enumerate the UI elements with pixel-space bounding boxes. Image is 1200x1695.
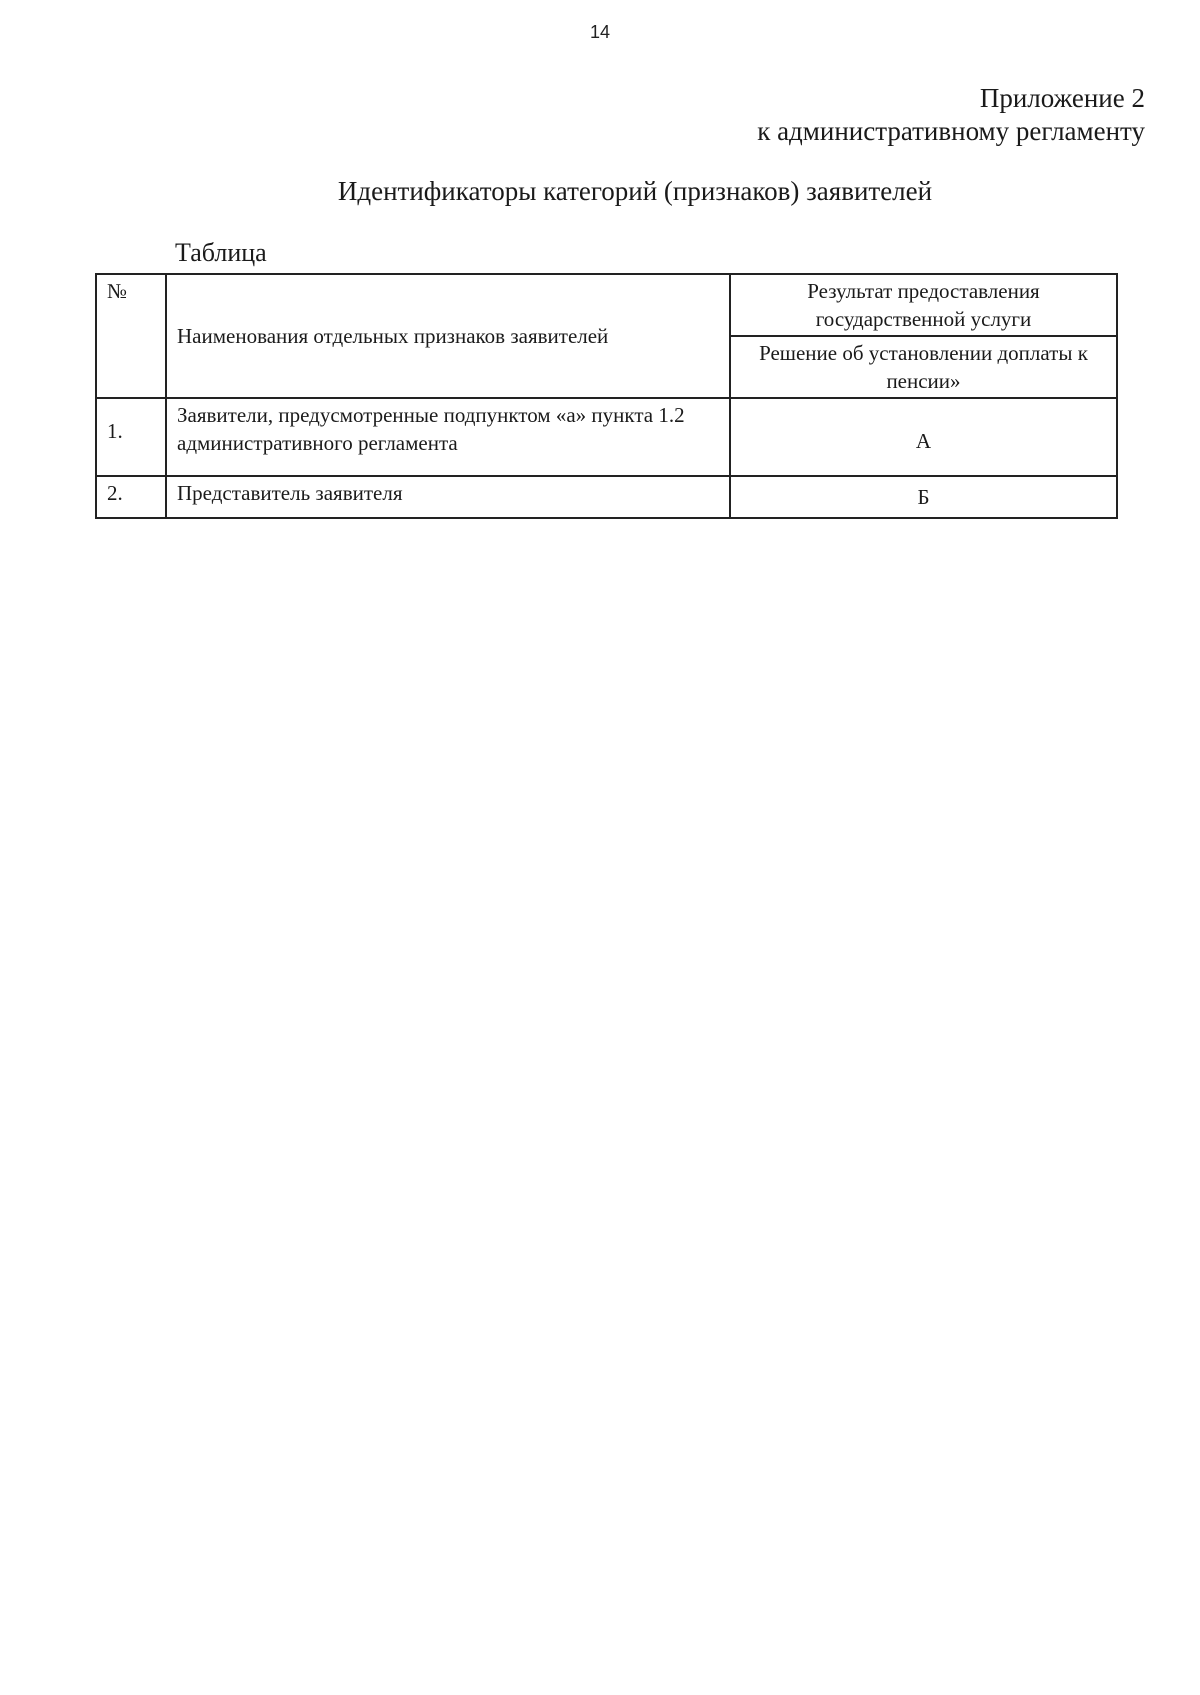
page-number: 14 [589,22,611,42]
row-number-cell: 1. [96,398,166,476]
identifiers-table [95,273,1118,519]
table-row [96,398,1117,476]
table-caption: Таблица [175,238,267,267]
row-value-cell: Б [730,476,1117,518]
header-result-sub-cell: Решение об установлении доплаты к пенсии» [730,336,1117,398]
header-name-cell: Наименования отдельных признаков заявителей [166,274,730,398]
row-name-cell: Представитель заявителя [166,476,730,518]
header-number-cell: № [96,274,166,398]
row-value-cell: А [730,398,1117,476]
annex-subtitle: к административному регламенту [757,116,1145,146]
table-row [96,476,1117,518]
annex-block [757,82,1145,148]
row-name-cell: Заявители, предусмотренные подпунктом «а» пункта 1.2 административного регламента [166,398,730,476]
annex-title: Приложение 2 [979,83,1145,113]
header-result-group-cell: Результат предоставления государственной услуги [730,274,1117,336]
document-title: Идентификаторы категорий (признаков) заявителей [337,176,933,206]
table-header-row [96,274,1117,336]
row-number-cell: 2. [96,476,166,518]
